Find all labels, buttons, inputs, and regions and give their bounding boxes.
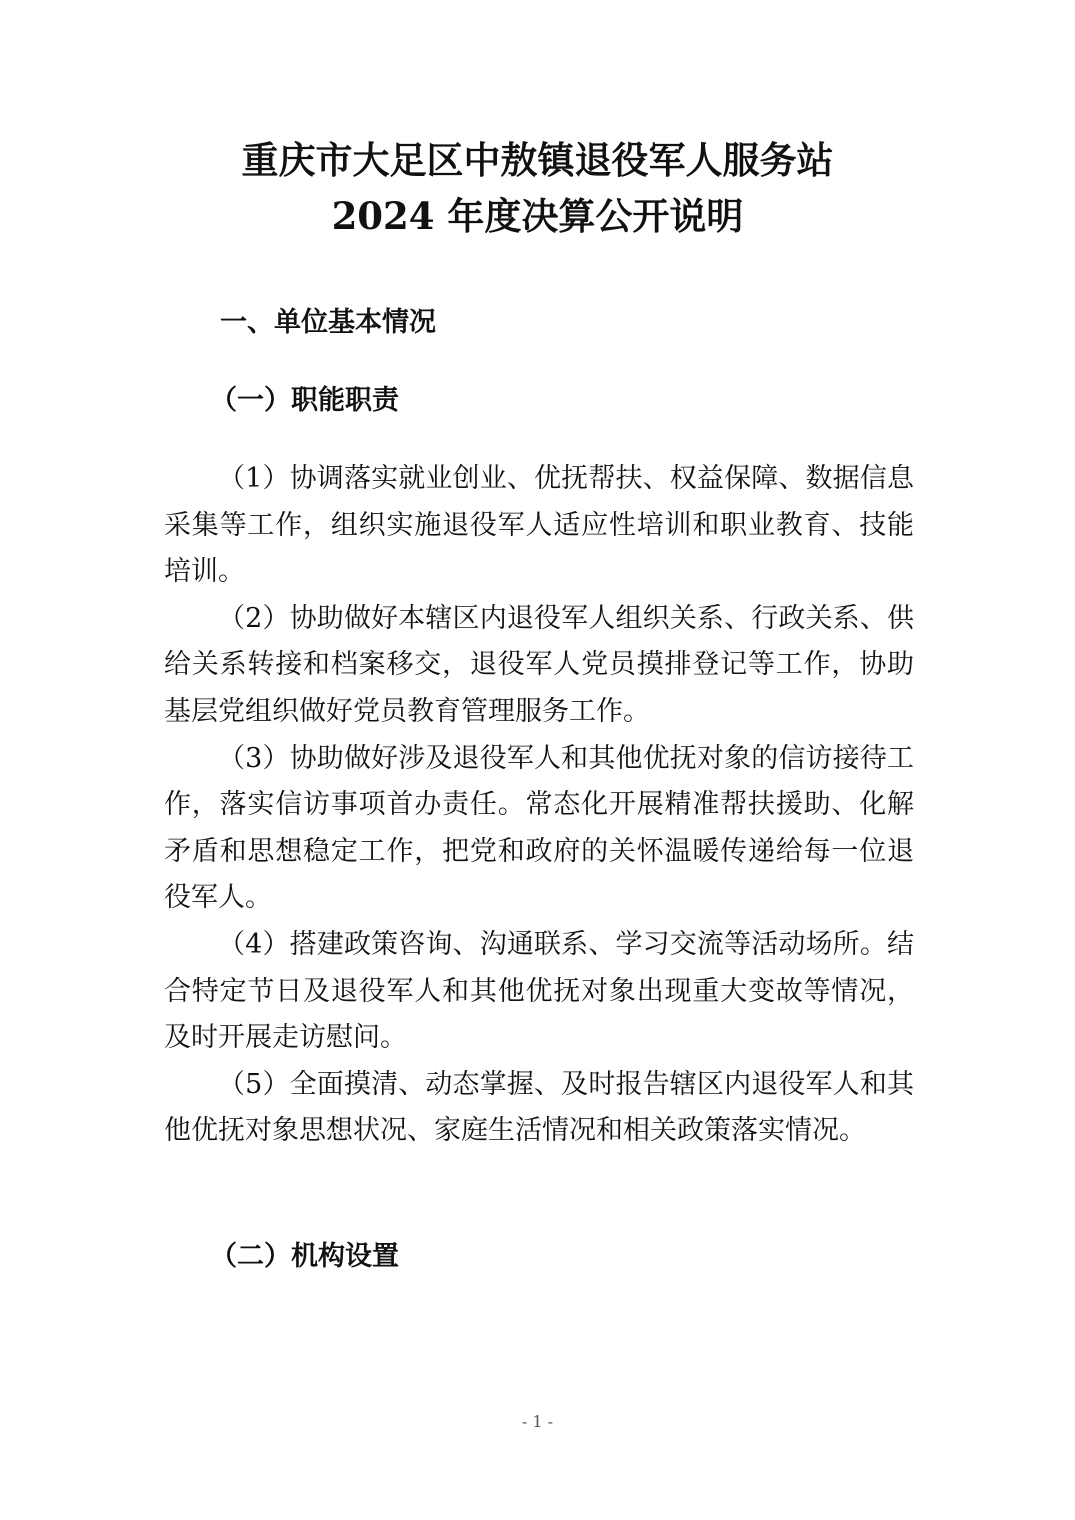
section-heading-basic-info: 一、单位基本情况 xyxy=(220,307,436,338)
paragraph-4: （4）搭建政策咨询、沟通联系、学习交流等活动场所。结合特定节日及退役军人和其他优抚对象出现重大变故等情况，及时开展走访慰问。 xyxy=(164,928,914,1054)
page-number: - 1 - xyxy=(521,1412,554,1431)
subsection-heading-functions: （一）职能职责 xyxy=(210,385,399,416)
page-title-line-2: 2024 年度决算公开说明 xyxy=(331,194,744,238)
paragraph-5: （5）全面摸清、动态掌握、及时报告辖区内退役军人和其他优抚对象思想状况、家庭生活情况和相关政策落实情况。 xyxy=(164,1068,914,1147)
page-title-line-1: 重庆市大足区中敖镇退役军人服务站 xyxy=(241,138,834,182)
page-title xyxy=(0,132,1075,244)
paragraph-2: （2）协助做好本辖区内退役军人组织关系、行政关系、供给关系转接和档案移交，退役军人党员摸排登记等工作，协助基层党组织做好党员教育管理服务工作。 xyxy=(164,602,914,727)
functions-body xyxy=(164,456,914,1155)
paragraph-3: （3）协助做好涉及退役军人和其他优抚对象的信访接待工作，落实信访事项首办责任。常态化开展精准帮扶援助、化解矛盾和思想稳定工作，把党和政府的关怀温暖传递给每一位退役军人。 xyxy=(164,742,914,914)
subsection-heading-organization: （二）机构设置 xyxy=(210,1241,399,1272)
paragraph-1: （1）协调落实就业创业、优抚帮扶、权益保障、数据信息采集等工作，组织实施退役军人适应性培训和职业教育、技能培训。 xyxy=(164,463,914,588)
